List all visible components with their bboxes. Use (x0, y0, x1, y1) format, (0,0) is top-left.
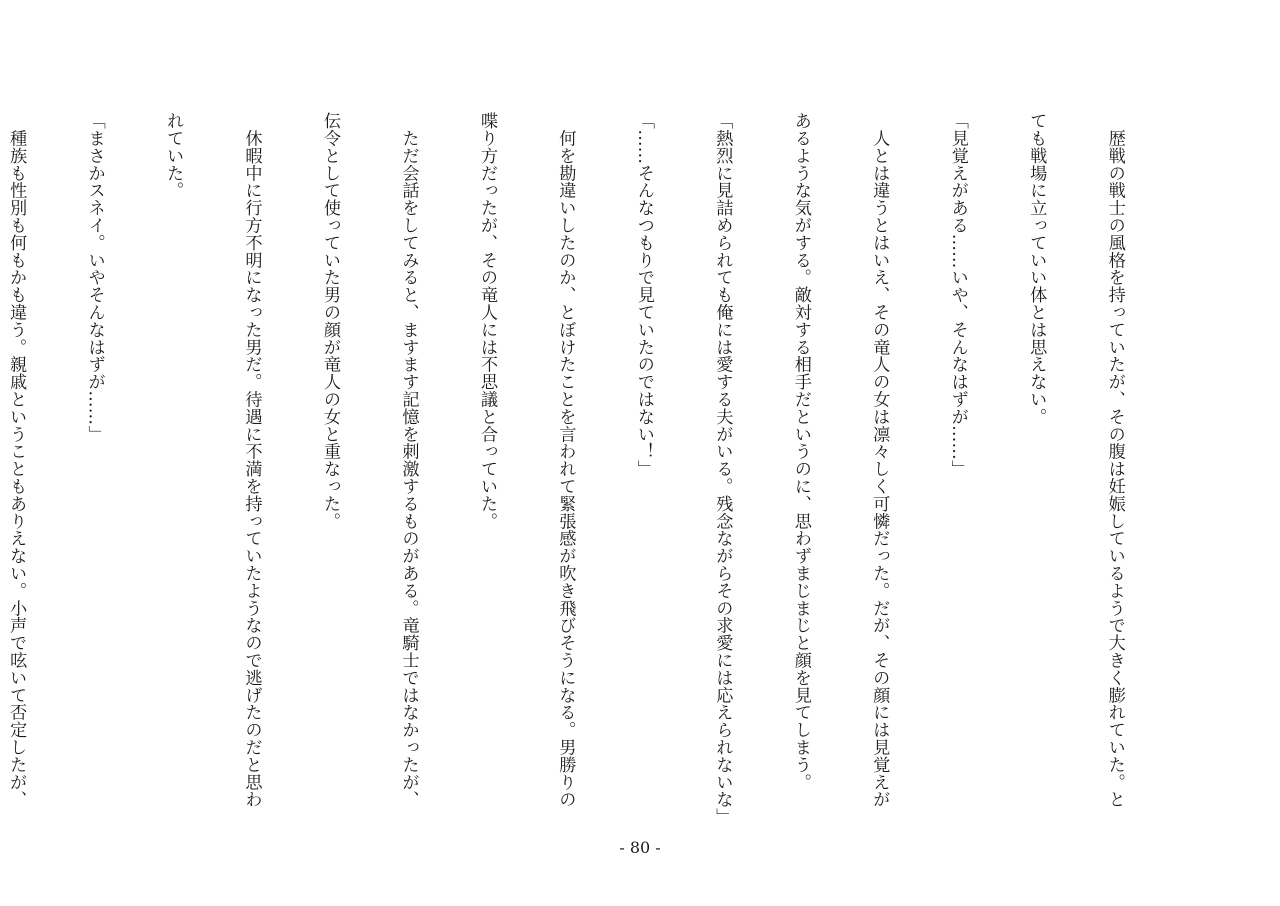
text-line: 何を勘違いしたのか、とぼけたことを言われて緊張感が吹き飛びそうになる。男勝りの (555, 112, 576, 808)
text-line: 休暇中に行方不明になった男だ。待遇に不満を持っていたようなので逃げたのだと思わ (241, 112, 262, 808)
text-line: 伝令として使っていた男の顔が竜人の女と重なった。 (320, 112, 340, 530)
text-line: 喋り方だったが、その竜人には不思議と合っていた。 (476, 112, 497, 530)
text-line: ても戦場に立っていい体とは思えない。 (1026, 112, 1047, 426)
text-line: 「……そんなつもりで見ていたのではない！」 (633, 112, 654, 478)
text-line: あるような気がする。敵対する相手だというのに、思わずまじまじと顔を見てしまう。 (790, 112, 811, 791)
text-line: れていた。 (163, 112, 184, 199)
text-line: 歴戦の戦士の風格を持っていたが、その腹は妊娠しているようで大きく膨れていた。と (1104, 112, 1125, 808)
body-text (0, 112, 1180, 826)
text-line: 「見覚えがある……いや、そんなはずが……」 (947, 112, 968, 478)
text-line: 「熱烈に見詰められても俺には愛する夫がいる。残念ながらその求愛には応えられないな」 (712, 112, 733, 826)
text-line: 種族も性別も何もかも違う。親戚ということもありえない。小声で呟いて否定したが、 (6, 112, 27, 808)
text-line: ただ会話をしてみると、ますます記憶を刺激するものがある。竜騎士ではなかったが、 (398, 112, 419, 808)
text-line: 人とは違うとはいえ、その竜人の女は凛々しく可憐だった。だが、その顔には見覚えが (869, 112, 890, 808)
text-line: 「まさかスネイ。いやそんなはずが……」 (84, 112, 105, 443)
page-number: - 80 - (619, 838, 661, 857)
